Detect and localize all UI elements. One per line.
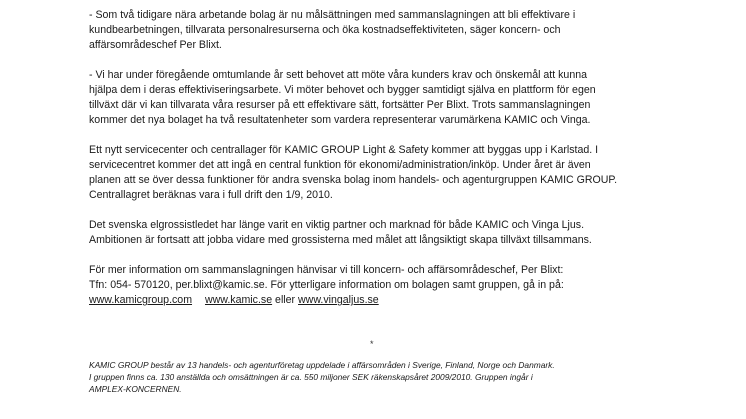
servicecenter-paragraph (89, 143, 679, 203)
text-line: Centrallagret beräknas vara i full drift den 1/9, 2010. (89, 189, 333, 201)
quote-paragraph-1 (89, 8, 679, 53)
contact-line-2: Tfn: 054- 570120, per.blixt@kamic.se. För ytterligare information om bolagen samt gruppen, gå in på: (89, 279, 564, 291)
or-word: eller (275, 294, 296, 306)
text-line: Ett nytt servicecenter och centrallager för KAMIC GROUP Light & Safety kommer att byggas upp i Karlstad. I (89, 144, 599, 156)
text-line: servicecentret kommer det att ingå en central funktion för ekonomi/administration/inköp. Under året är även (89, 159, 591, 171)
company-footer (89, 359, 689, 395)
footer-line: KAMIC GROUP består av 13 handels- och agenturföretag uppdelade i affärsområden i Sverige, Finland, Norge och Danmark. (89, 360, 555, 370)
press-release-body (89, 8, 679, 323)
text-line: - Som två tidigare nära arbetande bolag är nu målsättningen med sammanslagningen att bli effektivare i (89, 9, 576, 21)
text-line: Det svenska elgrossistledet har länge varit en viktig partner och marknad för både KAMIC och Vinga Ljus. (89, 219, 585, 231)
text-line: kommer det nya bolaget ha två resultatenheter som vardera representerar varumärkena KAMIC och Vinga. (89, 114, 591, 126)
text-line: kundbearbetningen, tillvarata personalresurserna och öka kostnadseffektiviteten, säger koncern- och (89, 24, 561, 36)
contact-paragraph (89, 263, 679, 308)
text-line: Ambitionen är fortsatt att jobba vidare med grossisterna med målet att långsiktigt skapa tillväxt tillsammans. (89, 234, 592, 246)
links-line (89, 293, 679, 308)
footer-line: AMPLEX-KONCERNEN. (89, 384, 182, 394)
text-line: hjälpa dem i deras effektiviseringsarbete. Vi möter behovet och bygger samtidigt själva en plattform för egen (89, 84, 596, 96)
kamic-link[interactable]: www.kamic.se (204, 294, 273, 306)
text-line: - Vi har under föregående omtumlande år sett behovet att möte våra kunders krav och önskemål att kunna (89, 69, 587, 81)
contact-line-1: För mer information om sammanslagningen hänvisar vi till koncern- och affärsområdeschef, Per Blixt: (89, 264, 564, 276)
wholesaler-paragraph (89, 218, 679, 248)
quote-paragraph-2 (89, 68, 679, 128)
kamicgroup-link[interactable]: www.kamicgroup.com (89, 294, 193, 306)
text-line: affärsområdeschef Per Blixt. (89, 39, 222, 51)
text-line: tillväxt där vi kan tillvarata våra resurser på ett effektivare sätt, fortsätter Per Blixt. Trots sammanslagningen (89, 99, 591, 111)
text-line: planen att se över dessa funktioner för andra svenska bolag inom handels- och agenturgruppen KAMIC GROUP. (89, 174, 618, 186)
vingaljus-link[interactable]: www.vingaljus.se (298, 294, 379, 306)
footer-line: I gruppen finns ca. 130 anställda och omsättningen är ca. 550 miljoner SEK räkenskapsåret 2009/2010. Gruppen ingår i (89, 372, 533, 382)
footnote-asterisk: * (370, 339, 374, 349)
